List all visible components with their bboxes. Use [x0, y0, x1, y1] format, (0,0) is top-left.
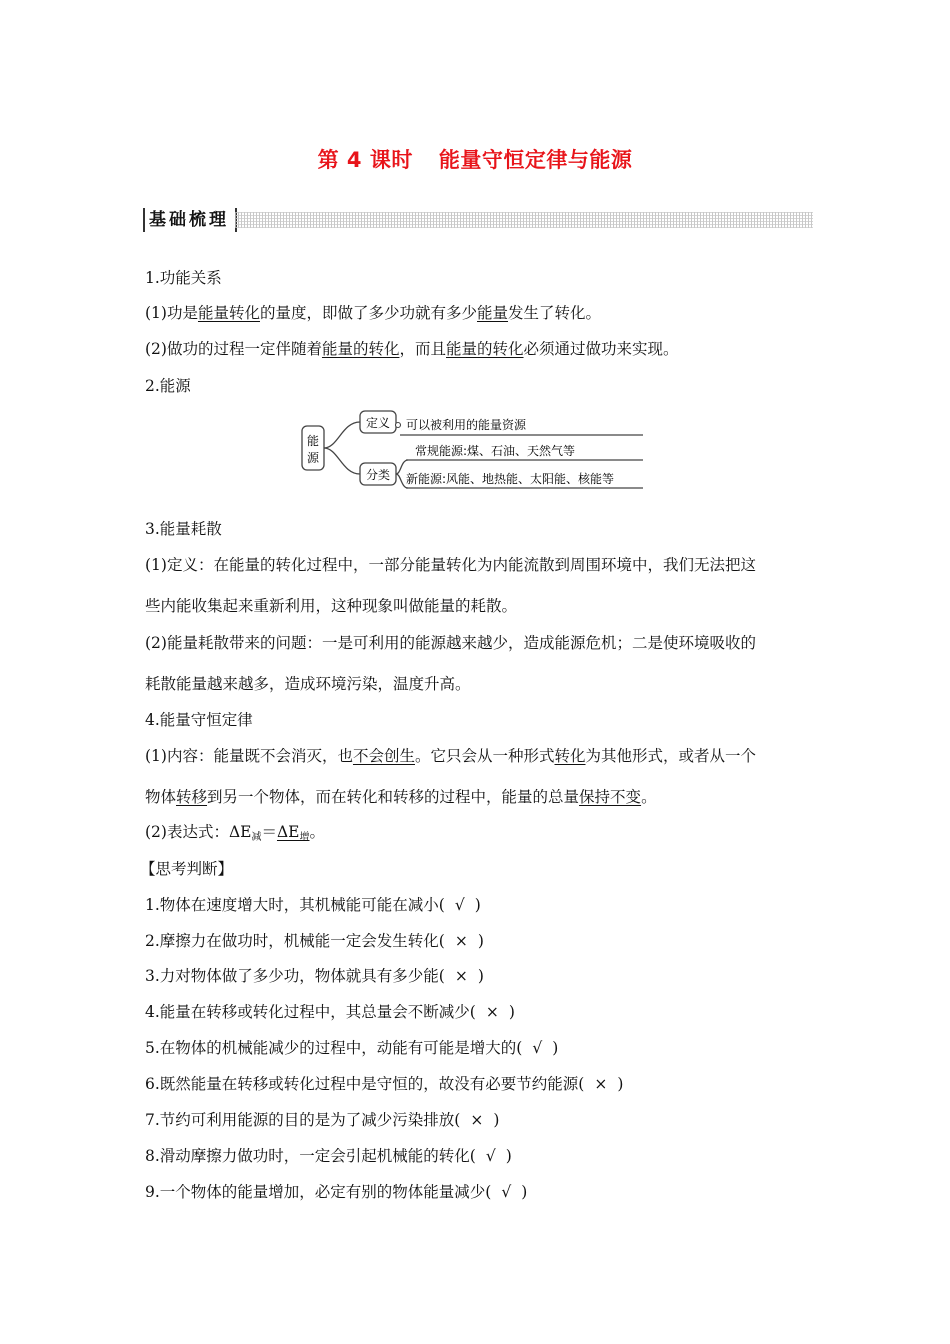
text: 。它只会从一种形式 — [414, 747, 555, 765]
answer-underlined: 保持不变 — [579, 788, 642, 806]
open-paren: ( — [578, 1075, 585, 1093]
heading-think-judge: 【思考判断】 — [140, 860, 234, 878]
subscript-increase: 增 — [299, 832, 310, 843]
section-banner — [143, 208, 813, 232]
text: 到另一个物体，而在转化和转移的过程中，能量的总量 — [207, 788, 580, 806]
text: (1)功是 — [145, 304, 198, 322]
heading-function-energy: 1.功能关系 — [145, 269, 222, 287]
judgement-item — [145, 1038, 558, 1058]
answer-underlined: ΔE — [276, 823, 300, 841]
open-paren: ( — [454, 1111, 461, 1129]
judgement-item — [145, 1074, 623, 1094]
cross-mark-icon: × — [470, 1111, 484, 1129]
judgement-item — [145, 966, 484, 986]
text: 为其他形式，或者从一个 — [585, 747, 757, 765]
text: 。 — [309, 823, 326, 841]
paragraph-3-1-line-2: 些内能收集起来重新利用，这种现象叫做能量的耗散。 — [145, 597, 518, 615]
judgement-item — [145, 1146, 512, 1166]
judgement-statement: 2.摩擦力在做功时，机械能一定会发生转化 — [145, 932, 439, 950]
heading-conservation-law: 4.能量守恒定律 — [145, 711, 253, 729]
heading-energy-dissipation: 3.能量耗散 — [145, 520, 222, 538]
text: 的量度，即做了多少功就有多少 — [259, 304, 477, 322]
paragraph-3-1-line-1: (1)定义：在能量的转化过程中，一部分能量转化为内能流散到周围环境中，我们无法把这 — [145, 556, 756, 574]
new-energy-text: 新能源:风能、地热能、太阳能、核能等 — [406, 472, 615, 486]
paragraph-1-2 — [145, 339, 679, 359]
judgement-statement: 9.一个物体的能量增加，必定有别的物体能量减少 — [145, 1183, 486, 1201]
answer-underlined: 转化 — [554, 747, 586, 765]
check-mark-icon: √ — [501, 1183, 512, 1201]
cross-mark-icon: × — [454, 967, 468, 985]
answer-underlined: 转移 — [176, 788, 208, 806]
title-topic: 能量守恒定律与能源 — [438, 148, 633, 172]
judgement-item — [145, 1110, 499, 1130]
open-paren: ( — [469, 1147, 476, 1165]
title-lesson-number: 第 4 课时 — [317, 148, 413, 172]
text: 物体 — [145, 788, 177, 806]
heading-energy-source: 2.能源 — [145, 377, 191, 395]
check-mark-icon: √ — [485, 1147, 496, 1165]
text: 。 — [641, 788, 657, 806]
definition-text: 可以被利用的能量资源 — [406, 418, 527, 432]
judgement-item — [145, 895, 481, 915]
close-paren: ) — [477, 967, 484, 985]
paragraph-4-1-line-2 — [145, 787, 657, 807]
banner-dotted-fill — [235, 212, 813, 228]
text: ，而且 — [399, 340, 446, 358]
close-paren: ) — [521, 1183, 528, 1201]
judgement-statement: 8.滑动摩擦力做功时，一定会引起机械能的转化 — [145, 1147, 470, 1165]
close-paren: ) — [505, 1147, 512, 1165]
cross-mark-icon: × — [485, 1003, 499, 1021]
text: 发生了转化。 — [508, 304, 602, 322]
paragraph-4-2-expression — [145, 822, 325, 848]
check-mark-icon: √ — [454, 896, 465, 914]
root-char-1: 能 — [306, 434, 320, 448]
close-paren: ) — [493, 1111, 500, 1129]
judgement-item — [145, 931, 484, 951]
root-char-2: 源 — [306, 451, 320, 465]
subscript-decrease: 减 — [251, 832, 262, 843]
open-paren: ( — [469, 1003, 476, 1021]
judgement-statement: 4.能量在转移或转化过程中，其总量会不断减少 — [145, 1003, 470, 1021]
judgement-item — [145, 1002, 515, 1022]
open-paren: ( — [438, 967, 445, 985]
answer-underlined: 能量 — [477, 304, 509, 322]
page-title — [0, 144, 950, 174]
classification-label: 分类 — [365, 468, 391, 482]
paragraph-1-1 — [145, 303, 601, 323]
open-paren: ( — [438, 896, 445, 914]
answer-underlined: 能量的转化 — [321, 340, 400, 358]
definition-label: 定义 — [365, 416, 391, 430]
close-paren: ) — [477, 932, 484, 950]
close-paren: ) — [617, 1075, 624, 1093]
cross-mark-icon: × — [594, 1075, 608, 1093]
text: (2)表达式：ΔE — [145, 823, 252, 841]
judgement-statement: 5.在物体的机械能减少的过程中，动能有可能是增大的 — [145, 1039, 517, 1057]
check-mark-icon: √ — [532, 1039, 543, 1057]
judgement-statement: 7.节约可利用能源的目的是为了减少污染排放 — [145, 1111, 455, 1129]
branch-to-classification — [324, 448, 360, 474]
judgement-statement: 3.力对物体做了多少功，物体就具有多少能 — [145, 967, 439, 985]
definition-node — [396, 423, 401, 428]
text: (1)内容：能量既不会消灭，也 — [145, 747, 353, 765]
text: 必须通过做功来实现。 — [523, 340, 679, 358]
paragraph-3-2-line-2: 耗散能量越来越多，造成环境污染，温度升高。 — [145, 675, 471, 693]
cross-mark-icon: × — [454, 932, 468, 950]
energy-classification-diagram — [298, 408, 648, 492]
equals-sign: ＝ — [261, 823, 277, 841]
close-paren: ) — [474, 896, 481, 914]
close-paren: ) — [508, 1003, 515, 1021]
judgement-statement: 1.物体在速度增大时，其机械能可能在减小 — [145, 896, 439, 914]
answer-underlined: 能量转化 — [197, 304, 260, 322]
paragraph-4-1-line-1 — [145, 746, 756, 766]
judgement-statement: 6.既然能量在转移或转化过程中是守恒的，故没有必要节约能源 — [145, 1075, 579, 1093]
open-paren: ( — [516, 1039, 523, 1057]
paragraph-3-2-line-1: (2)能量耗散带来的问题：一是可利用的能源越来越少，造成能源危机；二是使环境吸收的 — [145, 634, 756, 652]
answer-underlined: 不会创生 — [352, 747, 415, 765]
open-paren: ( — [438, 932, 445, 950]
answer-underlined: 能量的转化 — [446, 340, 524, 358]
text: (2)做功的过程一定伴随着 — [145, 340, 322, 358]
branch-to-definition — [324, 422, 360, 448]
close-paren: ) — [552, 1039, 559, 1057]
open-paren: ( — [485, 1183, 492, 1201]
section-banner-label: 基础梳理 — [143, 208, 237, 232]
conventional-energy-text: 常规能源:煤、石油、天然气等 — [415, 444, 576, 458]
judgement-item — [145, 1182, 527, 1202]
